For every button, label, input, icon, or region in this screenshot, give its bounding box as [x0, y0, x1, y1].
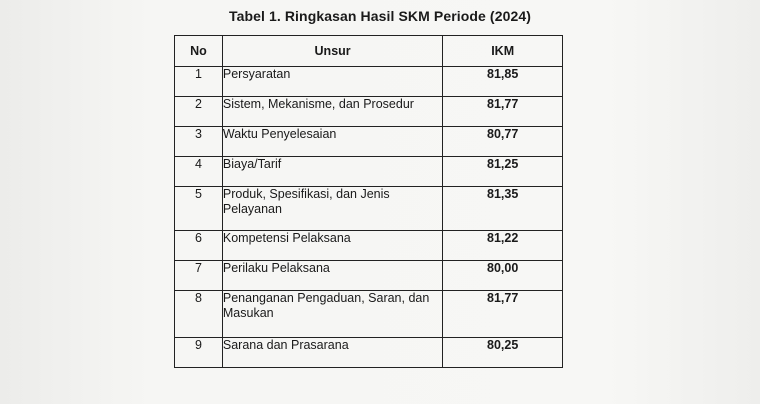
table-header-row	[175, 36, 563, 67]
row-ikm: 81,25	[443, 157, 563, 187]
table-row	[175, 187, 563, 231]
table-row	[175, 338, 563, 368]
row-ikm: 81,85	[443, 67, 563, 97]
row-unsur: Sistem, Mekanisme, dan Prosedur	[222, 97, 442, 127]
table-row	[175, 127, 563, 157]
row-no: 5	[175, 187, 223, 231]
row-ikm: 81,35	[443, 187, 563, 231]
skm-summary-table	[174, 35, 563, 368]
row-no: 3	[175, 127, 223, 157]
row-unsur: Biaya/Tarif	[222, 157, 442, 187]
row-unsur: Produk, Spesifikasi, dan Jenis Pelayanan	[222, 187, 442, 231]
row-unsur: Waktu Penyelesaian	[222, 127, 442, 157]
row-ikm: 81,77	[443, 291, 563, 338]
table-row	[175, 291, 563, 338]
row-ikm: 80,77	[443, 127, 563, 157]
row-unsur: Perilaku Pelaksana	[222, 261, 442, 291]
row-ikm: 80,25	[443, 338, 563, 368]
row-no: 9	[175, 338, 223, 368]
row-ikm: 81,22	[443, 231, 563, 261]
row-no: 7	[175, 261, 223, 291]
row-no: 2	[175, 97, 223, 127]
table-title: Tabel 1. Ringkasan Hasil SKM Periode (2024)	[228, 8, 532, 24]
header-no: No	[175, 36, 223, 67]
row-unsur: Sarana dan Prasarana	[222, 338, 442, 368]
row-no: 4	[175, 157, 223, 187]
table-row	[175, 231, 563, 261]
row-unsur: Kompetensi Pelaksana	[222, 231, 442, 261]
table-row	[175, 67, 563, 97]
row-no: 6	[175, 231, 223, 261]
row-ikm: 81,77	[443, 97, 563, 127]
row-unsur: Penanganan Pengaduan, Saran, dan Masukan	[222, 291, 442, 338]
header-ikm: IKM	[443, 36, 563, 67]
row-no: 1	[175, 67, 223, 97]
row-no: 8	[175, 291, 223, 338]
row-unsur: Persyaratan	[222, 67, 442, 97]
table-row	[175, 261, 563, 291]
row-ikm: 80,00	[443, 261, 563, 291]
table-row	[175, 157, 563, 187]
table-row	[175, 97, 563, 127]
header-unsur: Unsur	[222, 36, 442, 67]
